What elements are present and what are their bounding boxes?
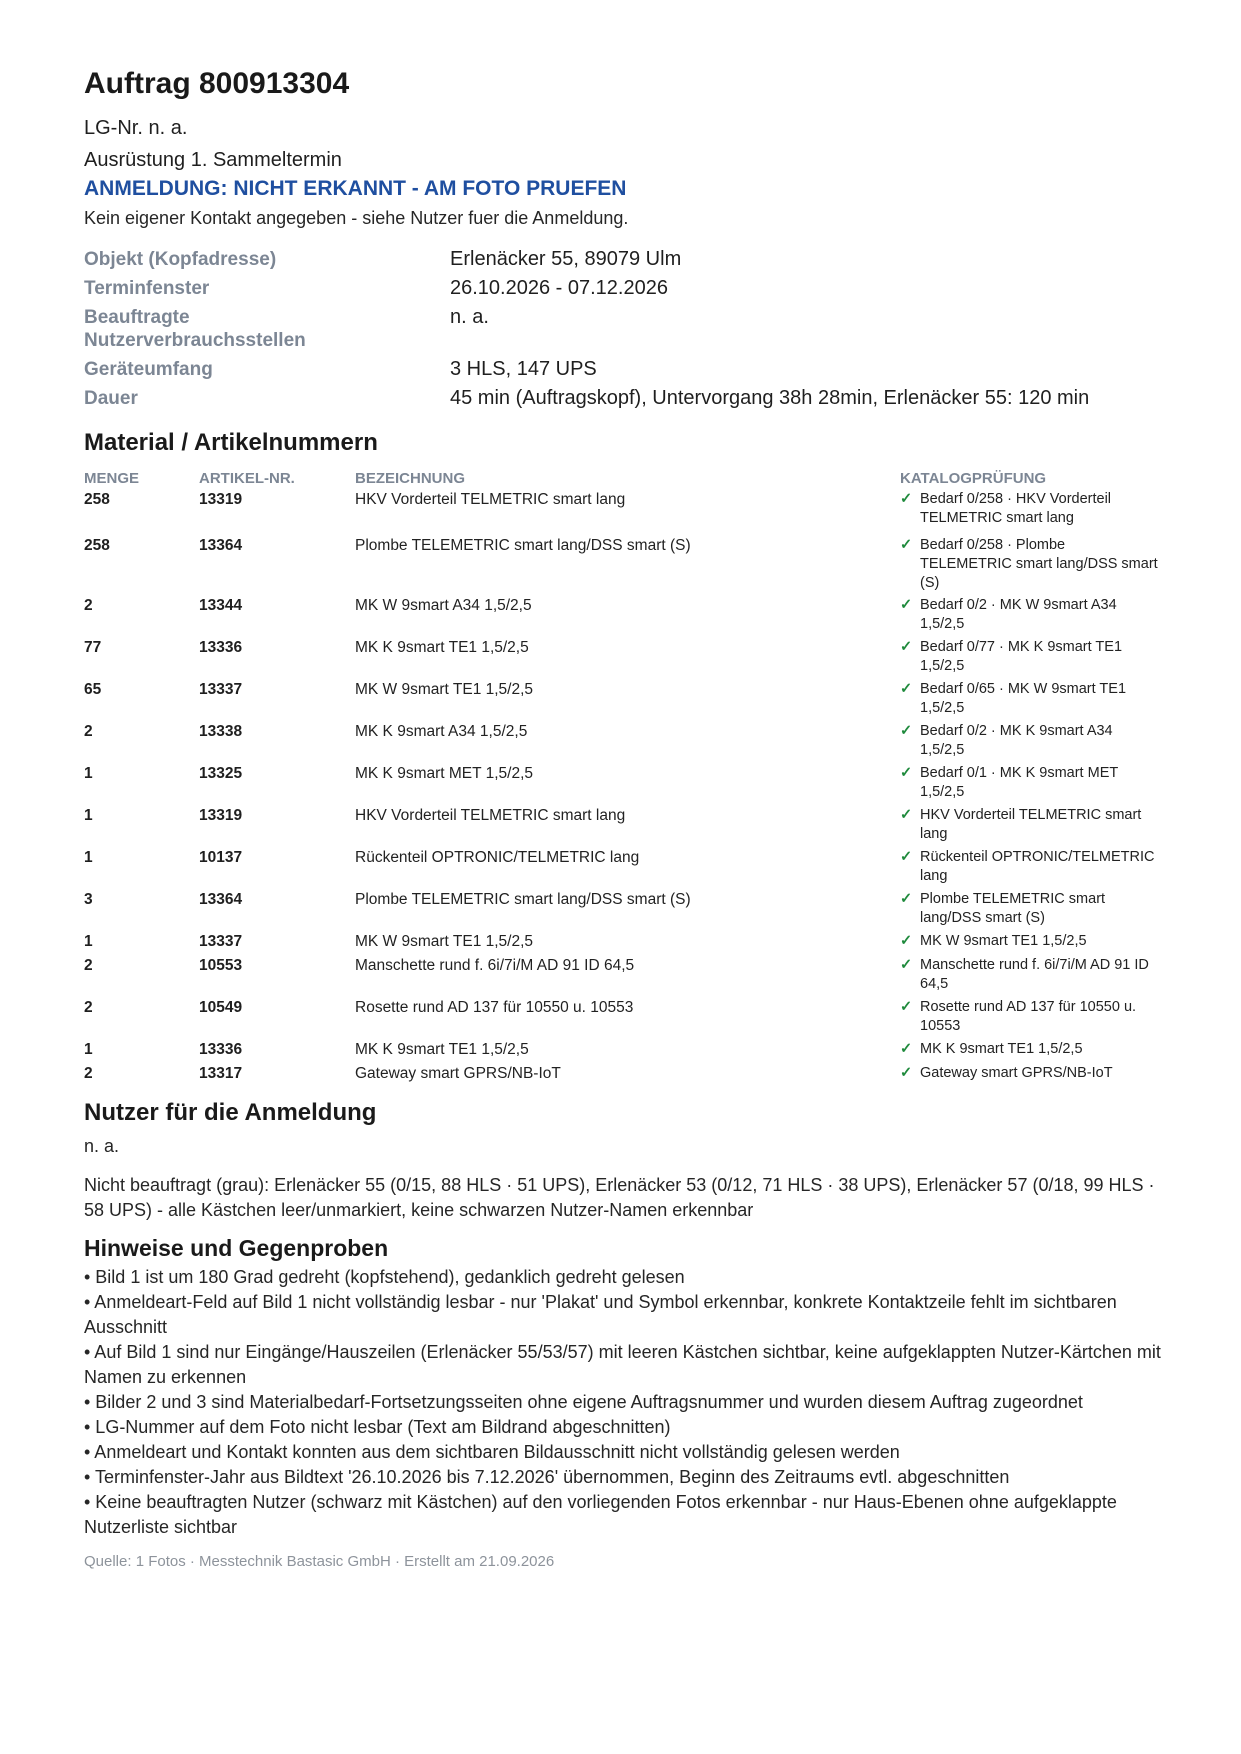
katalogpruefung-cell <box>900 956 1164 998</box>
col-artikel: ARTIKEL-NR. <box>199 469 295 487</box>
lg-nr: LG-Nr. n. a. <box>84 117 188 139</box>
check-icon: ✓ <box>900 765 913 781</box>
info-row-terminfenster <box>84 275 1164 304</box>
katalogpruefung-text: Plombe TELEMETRIC smart lang/DSS smart (S) <box>920 891 1106 926</box>
menge-cell: 2 <box>84 999 93 1016</box>
table-row <box>84 1040 1164 1064</box>
hinweise-list <box>84 1265 1164 1540</box>
table-row <box>84 764 1164 806</box>
document-page <box>84 64 1164 1572</box>
artikel-cell: 10553 <box>199 957 243 974</box>
table-row <box>84 890 1164 932</box>
check-icon: ✓ <box>900 933 913 949</box>
katalogpruefung-cell <box>900 1040 1164 1064</box>
info-label: Terminfenster <box>84 278 210 299</box>
table-row <box>84 596 1164 638</box>
hinweise-heading: Hinweise und Gegenproben <box>84 1235 389 1261</box>
katalogpruefung-text: Bedarf 0/258 · HKV Vorderteil TELMETRIC smart lang <box>920 491 1112 526</box>
info-value: 3 HLS, 147 UPS <box>450 358 597 380</box>
info-label: Dauer <box>84 388 138 409</box>
table-row <box>84 490 1164 536</box>
table-row <box>84 932 1164 956</box>
bezeichnung-cell: MK W 9smart A34 1,5/2,5 <box>355 597 532 614</box>
bezeichnung-cell: Plombe TELEMETRIC smart lang/DSS smart (S) <box>355 891 691 908</box>
bezeichnung-cell: MK K 9smart MET 1,5/2,5 <box>355 765 534 782</box>
katalogpruefung-text: Bedarf 0/1 · MK K 9smart MET 1,5/2,5 <box>920 765 1118 800</box>
menge-cell: 2 <box>84 957 93 974</box>
menge-cell: 77 <box>84 639 102 656</box>
bezeichnung-cell: Gateway smart GPRS/NB-IoT <box>355 1065 561 1082</box>
katalogpruefung-text: Bedarf 0/2 · MK K 9smart A34 1,5/2,5 <box>920 723 1113 758</box>
katalogpruefung-cell <box>900 764 1164 806</box>
katalogpruefung-cell <box>900 806 1164 848</box>
hinweis-item: • Keine beauftragten Nutzer (schwarz mit Kästchen) auf den vorliegenden Fotos erkennbar - nur Haus-Ebenen ohne aufgeklappte Nutzerliste sichtbar <box>84 1492 1117 1537</box>
check-icon: ✓ <box>900 957 913 973</box>
info-value: n. a. <box>450 306 489 328</box>
menge-cell: 2 <box>84 597 93 614</box>
footer-source: Quelle: 1 Fotos · Messtechnik Bastasic GmbH · Erstellt am 21.09.2026 <box>84 1553 555 1570</box>
hinweis-item: • LG-Nummer auf dem Foto nicht lesbar (Text am Bildrand abgeschnitten) <box>84 1417 671 1437</box>
hinweis-item: • Anmeldeart und Kontakt konnten aus dem sichtbaren Bildausschnitt nicht vollständig gelesen werden <box>84 1442 900 1462</box>
menge-cell: 258 <box>84 491 110 508</box>
menge-cell: 65 <box>84 681 102 698</box>
contact-note: Kein eigener Kontakt angegeben - siehe Nutzer fuer die Anmeldung. <box>84 208 629 228</box>
katalogpruefung-cell <box>900 848 1164 890</box>
bezeichnung-cell: Rückenteil OPTRONIC/TELMETRIC lang <box>355 849 640 866</box>
katalogpruefung-text: MK K 9smart TE1 1,5/2,5 <box>920 1041 1083 1057</box>
artikel-cell: 13364 <box>199 891 243 908</box>
info-label: Beauftragte Nutzerverbrauchsstellen <box>84 307 306 351</box>
table-row <box>84 536 1164 596</box>
material-table-body <box>84 490 1164 1088</box>
check-icon: ✓ <box>900 491 913 507</box>
info-value: Erlenäcker 55, 89079 Ulm <box>450 248 682 270</box>
check-icon: ✓ <box>900 639 913 655</box>
info-value: 45 min (Auftragskopf), Untervorgang 38h 28min, Erlenäcker 55: 120 min <box>450 387 1090 409</box>
artikel-cell: 13337 <box>199 681 243 698</box>
check-icon: ✓ <box>900 1041 913 1057</box>
table-row <box>84 998 1164 1040</box>
menge-cell: 258 <box>84 537 110 554</box>
col-menge: MENGE <box>84 469 140 487</box>
artikel-cell: 13319 <box>199 491 243 508</box>
material-header-row <box>84 466 1164 490</box>
bezeichnung-cell: MK K 9smart A34 1,5/2,5 <box>355 723 528 740</box>
ausruestung: Ausrüstung 1. Sammeltermin <box>84 149 342 171</box>
menge-cell: 1 <box>84 807 93 824</box>
artikel-cell: 13344 <box>199 597 243 614</box>
table-row <box>84 848 1164 890</box>
bezeichnung-cell: Manschette rund f. 6i/7i/M AD 91 ID 64,5 <box>355 957 635 974</box>
hinweis-item: • Terminfenster-Jahr aus Bildtext '26.10.2026 bis 7.12.2026' übernommen, Beginn des Zeitraums evtl. abgeschnitten <box>84 1467 1010 1487</box>
katalogpruefung-text: Rückenteil OPTRONIC/TELMETRIC lang <box>920 849 1155 884</box>
info-row-geraeteumfang <box>84 356 1164 385</box>
hinweis-item: • Auf Bild 1 sind nur Eingänge/Hauszeilen (Erlenäcker 55/53/57) mit leeren Kästchen sichtbar, keine aufgeklappten Nutzer-Kärtchen mit Namen zu erkennen <box>84 1342 1161 1387</box>
material-table <box>84 466 1164 1088</box>
table-row <box>84 806 1164 848</box>
menge-cell: 2 <box>84 723 93 740</box>
anmeldung-alert: ANMELDUNG: NICHT ERKANNT - AM FOTO PRUEFEN <box>84 177 627 200</box>
check-icon: ✓ <box>900 891 913 907</box>
hinweis-item: • Anmeldeart-Feld auf Bild 1 nicht vollständig lesbar - nur 'Plakat' und Symbol erkennbar, konkrete Kontaktzeile fehlt im sichtbaren Ausschnitt <box>84 1292 1117 1337</box>
artikel-cell: 13336 <box>199 1041 243 1058</box>
info-label: Geräteumfang <box>84 359 213 380</box>
menge-cell: 1 <box>84 765 93 782</box>
artikel-cell: 13325 <box>199 765 243 782</box>
katalogpruefung-text: MK W 9smart TE1 1,5/2,5 <box>920 933 1087 949</box>
katalogpruefung-text: Bedarf 0/258 · Plombe TELEMETRIC smart lang/DSS smart (S) <box>920 537 1158 591</box>
check-icon: ✓ <box>900 537 913 553</box>
katalogpruefung-cell <box>900 932 1164 956</box>
check-icon: ✓ <box>900 807 913 823</box>
katalogpruefung-cell <box>900 638 1164 680</box>
katalogpruefung-text: Bedarf 0/65 · MK W 9smart TE1 1,5/2,5 <box>920 681 1127 716</box>
bezeichnung-cell: HKV Vorderteil TELMETRIC smart lang <box>355 807 626 824</box>
info-row-objekt <box>84 246 1164 275</box>
bezeichnung-cell: MK W 9smart TE1 1,5/2,5 <box>355 933 534 950</box>
table-row <box>84 680 1164 722</box>
bezeichnung-cell: Plombe TELEMETRIC smart lang/DSS smart (S) <box>355 537 691 554</box>
katalogpruefung-text: Bedarf 0/2 · MK W 9smart A34 1,5/2,5 <box>920 597 1117 632</box>
katalogpruefung-cell <box>900 722 1164 764</box>
artikel-cell: 13336 <box>199 639 243 656</box>
katalogpruefung-text: Manschette rund f. 6i/7i/M AD 91 ID 64,5 <box>920 957 1149 992</box>
artikel-cell: 13338 <box>199 723 243 740</box>
info-label: Objekt (Kopfadresse) <box>84 249 277 270</box>
check-icon: ✓ <box>900 597 913 613</box>
katalogpruefung-text: Gateway smart GPRS/NB-IoT <box>920 1065 1113 1081</box>
artikel-cell: 13317 <box>199 1065 243 1082</box>
hinweis-item: • Bild 1 ist um 180 Grad gedreht (kopfstehend), gedanklich gedreht gelesen <box>84 1267 685 1287</box>
artikel-cell: 13337 <box>199 933 243 950</box>
col-bezeichnung: BEZEICHNUNG <box>355 469 466 487</box>
material-heading: Material / Artikelnummern <box>84 429 378 456</box>
bezeichnung-cell: MK K 9smart TE1 1,5/2,5 <box>355 1041 529 1058</box>
info-row-nutzerverbrauchsstellen <box>84 304 1164 356</box>
menge-cell: 1 <box>84 849 93 866</box>
table-row <box>84 722 1164 764</box>
table-row <box>84 638 1164 680</box>
table-row <box>84 1064 1164 1088</box>
bezeichnung-cell: MK K 9smart TE1 1,5/2,5 <box>355 639 529 656</box>
check-icon: ✓ <box>900 999 913 1015</box>
katalogpruefung-cell <box>900 1064 1164 1088</box>
bezeichnung-cell: Rosette rund AD 137 für 10550 u. 10553 <box>355 999 634 1016</box>
katalogpruefung-cell <box>900 998 1164 1040</box>
katalogpruefung-text: HKV Vorderteil TELMETRIC smart lang <box>920 807 1142 842</box>
bezeichnung-cell: HKV Vorderteil TELMETRIC smart lang <box>355 491 626 508</box>
check-icon: ✓ <box>900 723 913 739</box>
artikel-cell: 10549 <box>199 999 243 1016</box>
menge-cell: 3 <box>84 891 93 908</box>
info-row-dauer <box>84 385 1164 414</box>
info-value: 26.10.2026 - 07.12.2026 <box>450 277 668 299</box>
col-katalogpruefung: KATALOGPRÜFUNG <box>900 469 1047 487</box>
nutzer-value: n. a. <box>84 1136 120 1156</box>
check-icon: ✓ <box>900 681 913 697</box>
katalogpruefung-cell <box>900 680 1164 722</box>
menge-cell: 1 <box>84 933 93 950</box>
katalogpruefung-cell <box>900 596 1164 638</box>
katalogpruefung-text: Bedarf 0/77 · MK K 9smart TE1 1,5/2,5 <box>920 639 1123 674</box>
artikel-cell: 13319 <box>199 807 243 824</box>
check-icon: ✓ <box>900 849 913 865</box>
nutzer-heading: Nutzer für die Anmeldung <box>84 1099 377 1126</box>
katalogpruefung-cell <box>900 490 1164 536</box>
check-icon: ✓ <box>900 1065 913 1081</box>
hinweis-item: • Bilder 2 und 3 sind Materialbedarf-Fortsetzungsseiten ohne eigene Auftragsnummer und wurden diesem Auftrag zugeordnet <box>84 1392 1083 1412</box>
menge-cell: 1 <box>84 1041 93 1058</box>
katalogpruefung-cell <box>900 890 1164 932</box>
table-row <box>84 956 1164 998</box>
page-title: Auftrag 800913304 <box>84 67 350 100</box>
artikel-cell: 13364 <box>199 537 243 554</box>
info-table <box>84 246 1164 414</box>
katalogpruefung-cell <box>900 536 1164 596</box>
menge-cell: 2 <box>84 1065 93 1082</box>
katalogpruefung-text: Rosette rund AD 137 für 10550 u. 10553 <box>920 999 1137 1034</box>
bezeichnung-cell: MK W 9smart TE1 1,5/2,5 <box>355 681 534 698</box>
nutzer-text: Nicht beauftragt (grau): Erlenäcker 55 (0/15, 88 HLS · 51 UPS), Erlenäcker 53 (0/12, 71 HLS · 38 UPS), Erlenäcker 57 (0/18, 99 HLS · 58 UPS) - alle Kästchen leer/unmarkiert, keine schwarzen Nutzer-Namen erkennbar <box>84 1175 1155 1220</box>
artikel-cell: 10137 <box>199 849 243 866</box>
